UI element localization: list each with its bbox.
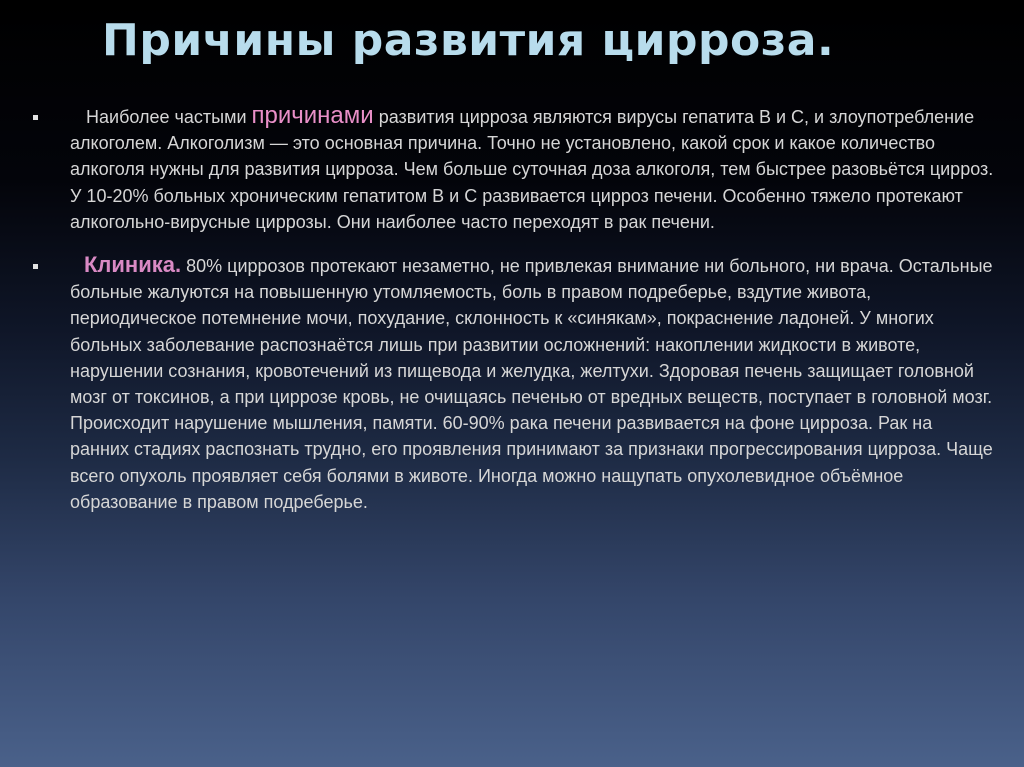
clinic-text: 80% циррозов протекают незаметно, не привлекая внимание ни больного, ни врача. Остальные больные жалуются на повышенную утомляемость, боль в правом подреберье, вздутие живота, периодическое потемнение мочи, похудание, склонность к «синякам», покраснение ладоней. У многих больных заболевание распознаётся лишь при развитии осложнений: накоплении жидкости в животе, нарушении сознания, кровотечений из пищевода и желудка, желтухи. Здоровая печень защищает головной мозг от токсинов, а при циррозе кровь, не очищаясь печенью от вредных веществ, поступает в головной мозг. Происходит нарушение мышления, памяти. 60-90% рака печени развивается на фоне цирроза. Рак на ранних стадиях распознать трудно, его проявления принимают за признаки прогрессирования цирроза. Чаще всего опухоль проявляет себя болями в животе. Иногда можно нащупать опухолевидное объёмное образование в правом подреберье. [70,256,993,512]
bullet-item-clinic [28,253,994,515]
causes-text-start: Наиболее частыми [86,107,252,127]
bullet-item-causes [28,104,994,235]
causes-paragraph [70,104,994,235]
slide-title: Причины развития цирроза. [102,15,835,66]
causes-highlight: причинами [251,102,374,129]
causes-text-rest: развития цирроза являются вирусы гепатита В и С, и злоупотребление алкоголем. Алкоголизм — это основная причина. Точно не установлено, какой срок и какое количество алкоголя нужны для развития цирроза. Чем больше суточная доза алкоголя, тем быстрее разовьётся цирроз. У 10-20% больных хроническим гепатитом В и С развивается цирроз печени. Особенно тяжело протекают алкогольно-вирусные циррозы. Они наиболее часто переходят в рак печени. [70,107,994,232]
clinic-paragraph [70,253,994,515]
square-bullet-icon [33,115,38,120]
slide-content [28,86,994,533]
square-bullet-icon [33,264,38,269]
clinic-heading: Клиника. [84,252,182,278]
